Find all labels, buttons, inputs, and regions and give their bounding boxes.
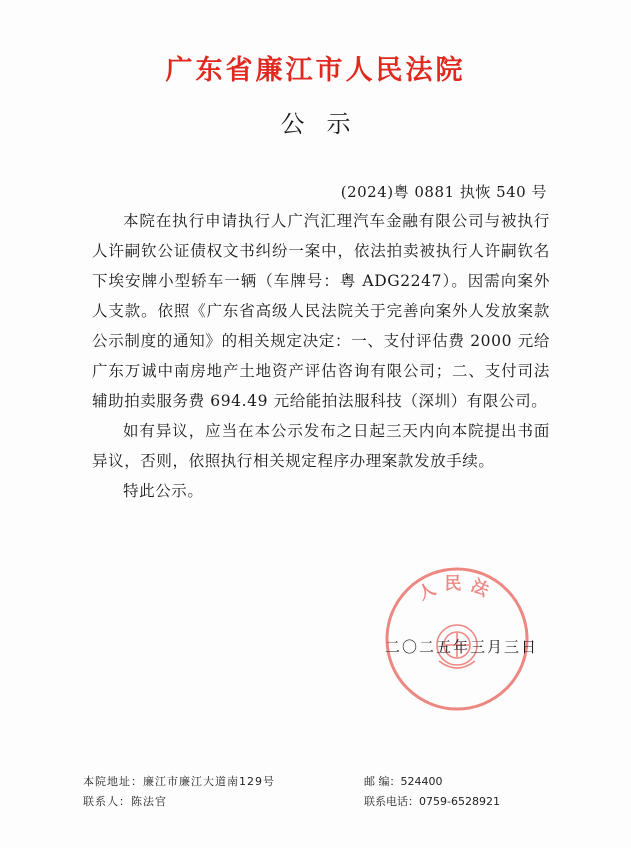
court-address: 本院地址：廉江市廉江大道南129号 xyxy=(83,775,275,788)
contact-person: 联系人：陈法官 xyxy=(83,795,167,808)
issue-date: 二〇二五年三月三日 xyxy=(384,638,538,656)
body-paragraph-closing: 特此公示。 xyxy=(123,482,204,500)
seal-text: 人民法 xyxy=(415,574,499,605)
case-number: (2024)粤 0881 执恢 540 号 xyxy=(340,183,547,201)
document-title: 公示 xyxy=(280,110,373,138)
body-paragraph-main: 本院在执行申请执行人广汽汇理汽车金融有限公司与被执行人许嗣钦公证债权文书纠纷一案中，依法拍卖被执行人许嗣钦名下埃安牌小型轿车一辆（车牌号：粤 ADG2247）。因需向案外人支款。依照《广东省高级人民法院关于完善向案外人发放案款公示制度的通知》的相关规定决定：一、支付评估费 2000 元给广东万诚中南房地产土地资产评估咨询有限公司；二、支付司法辅助拍卖服务费 694.49 元给能拍法服科技（深圳）有限公司。 xyxy=(92,212,550,410)
contact-phone: 联系电话：0759-6528921 xyxy=(364,795,500,808)
notice-body xyxy=(92,206,550,506)
postal-code: 邮 编：524400 xyxy=(364,775,443,788)
footer-info xyxy=(83,773,553,813)
court-name-heading: 广东省廉江市人民法院 xyxy=(165,55,466,86)
body-paragraph-objection: 如有异议，应当在本公示发布之日起三天内向本院提出书面异议，否则，依照执行相关规定程序办理案款发放手续。 xyxy=(92,422,550,470)
footer-row-2 xyxy=(83,793,553,813)
footer-row-1 xyxy=(83,773,553,793)
